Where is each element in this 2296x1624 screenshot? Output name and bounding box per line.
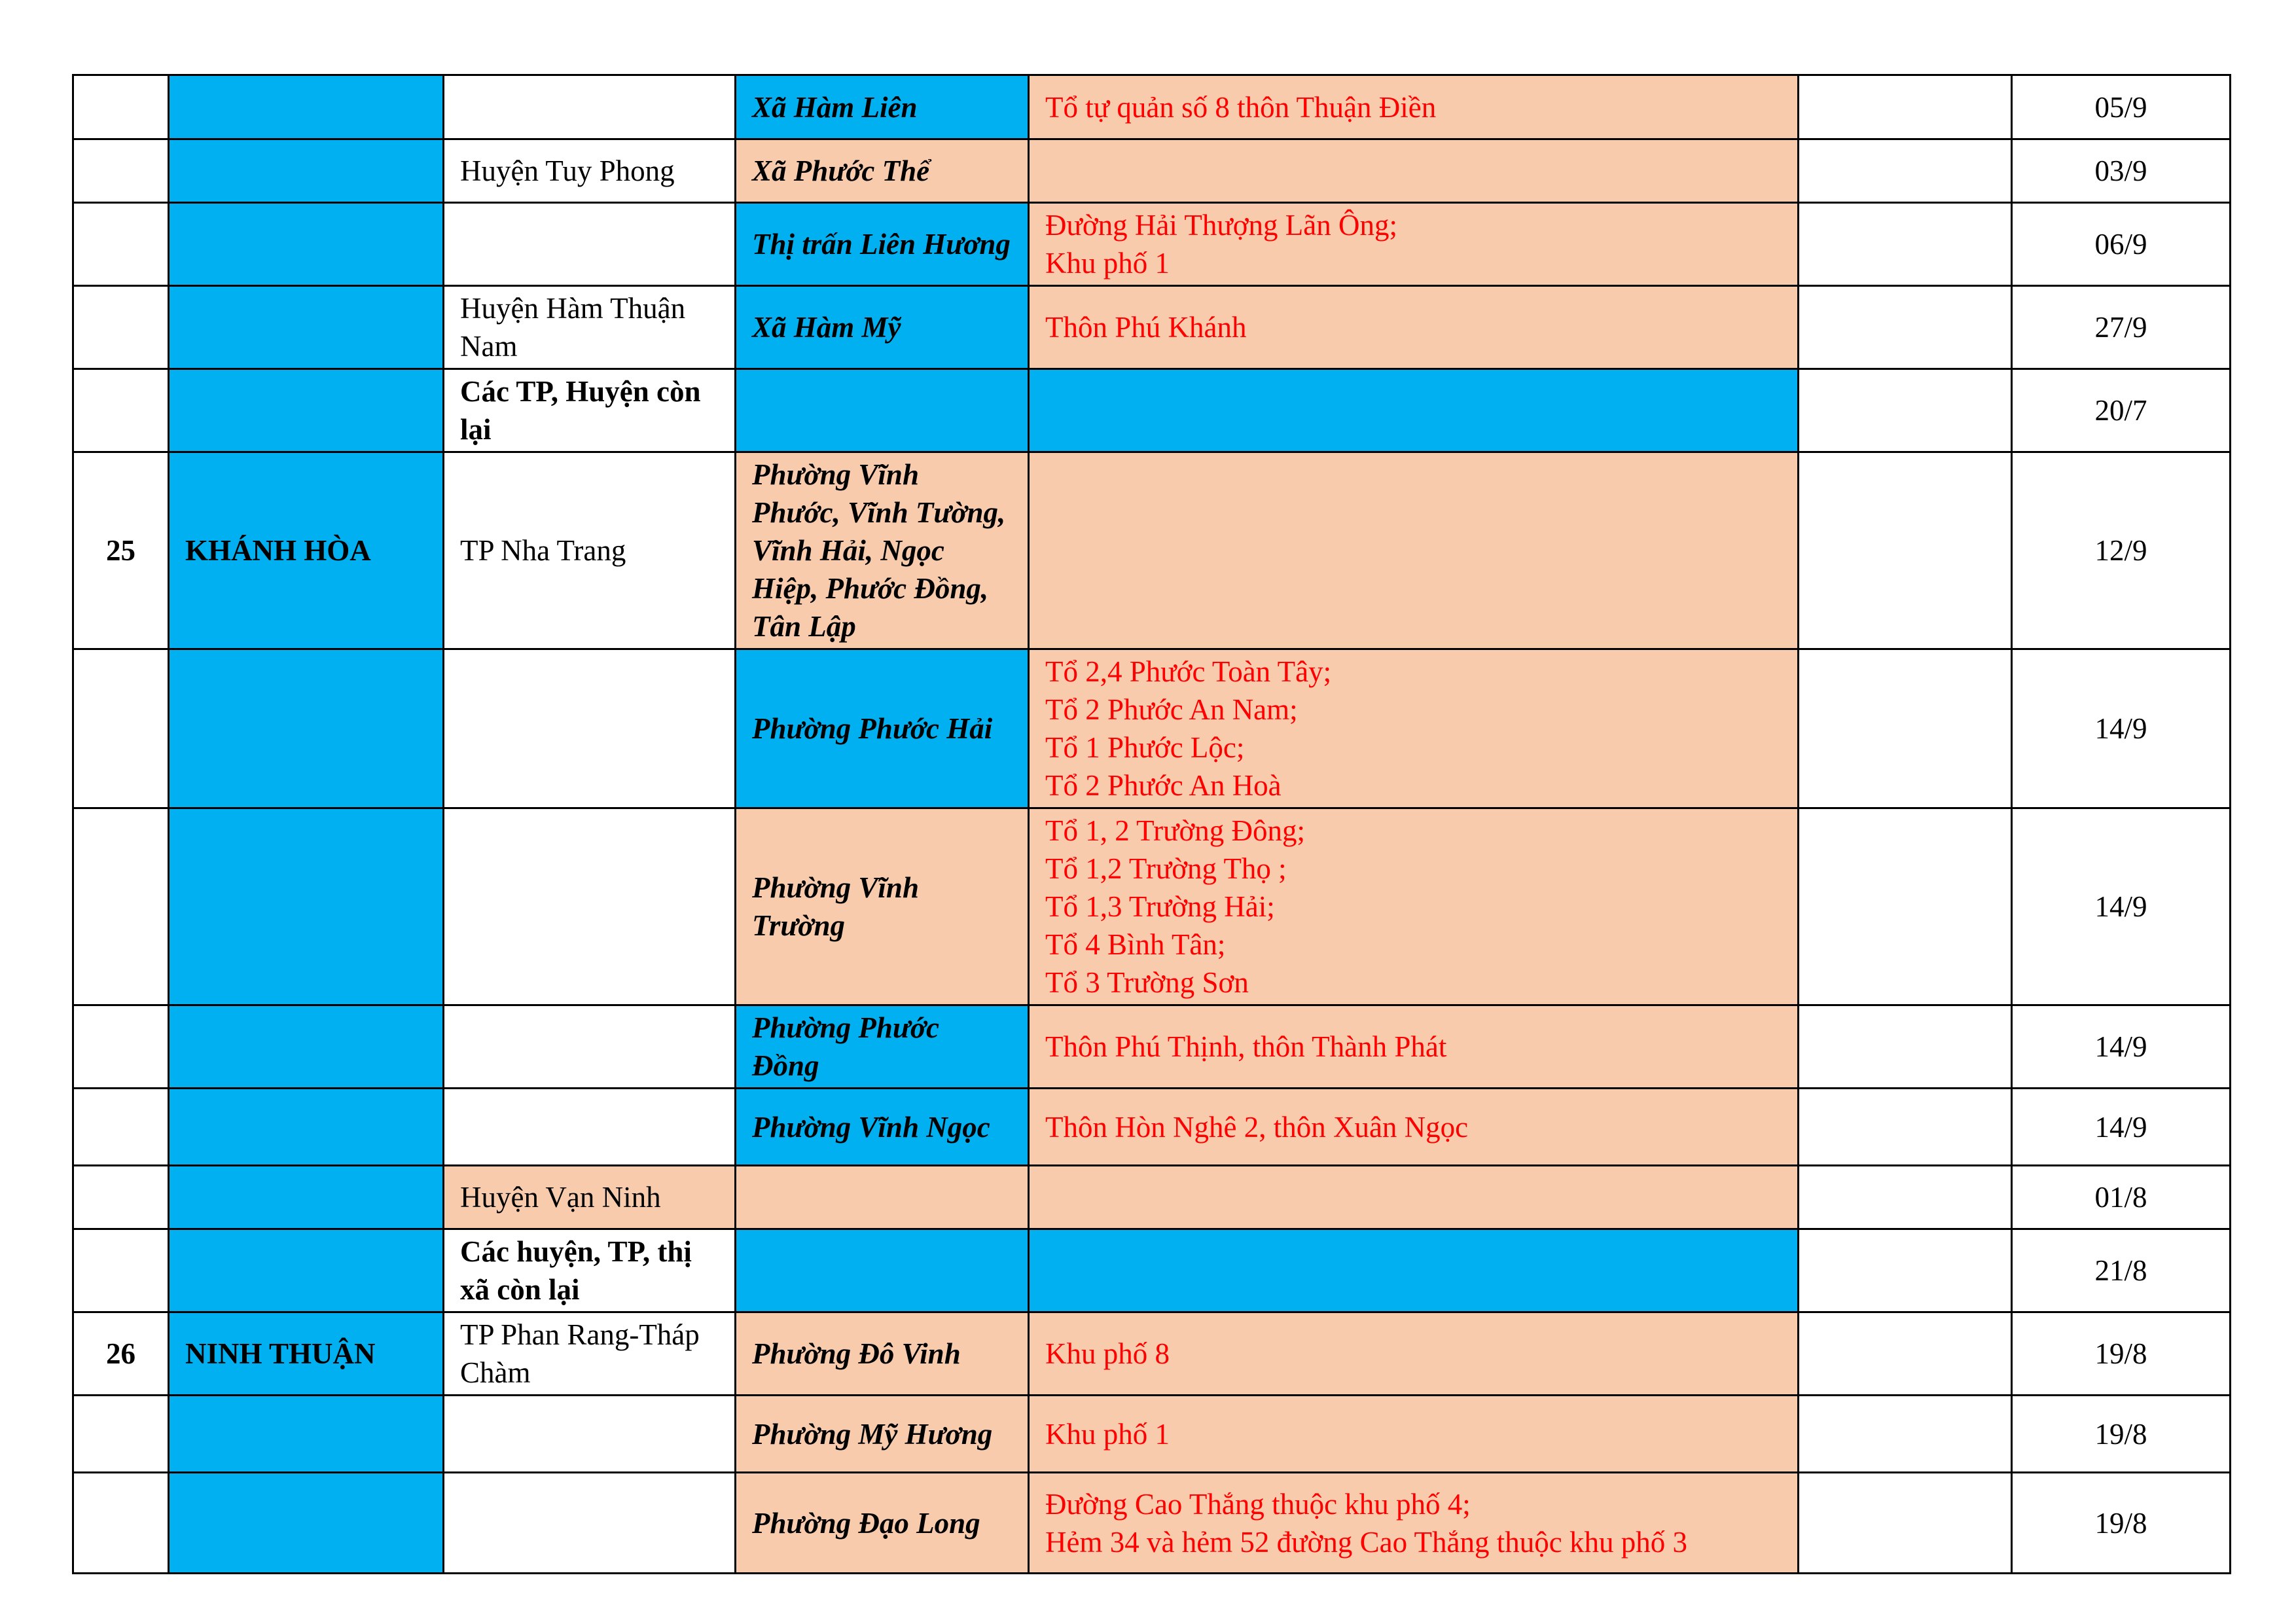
province-cell	[169, 139, 444, 203]
table-row	[73, 1396, 2231, 1473]
extra-cell	[1799, 1396, 2012, 1473]
location-line: Tổ 2 Phước An Hoà	[1045, 769, 1282, 802]
date-cell: 12/9	[2012, 452, 2231, 649]
province-cell	[169, 649, 444, 808]
extra-cell	[1799, 1005, 2012, 1089]
table-row	[73, 1229, 2231, 1312]
ward-cell: Phường Đô Vinh	[736, 1312, 1029, 1396]
location-line: Khu phố 1	[1045, 247, 1170, 280]
ward-cell	[736, 369, 1029, 452]
location-line: Tổ 2 Phước An Nam;	[1045, 693, 1298, 726]
ward-cell: Phường Phước Đồng	[736, 1005, 1029, 1089]
province-cell	[169, 808, 444, 1005]
table-row	[73, 139, 2231, 203]
province-cell	[169, 1473, 444, 1574]
location-line: Tổ 1 Phước Lộc;	[1045, 731, 1245, 764]
table-row	[73, 1312, 2231, 1396]
location-line: Tổ 4 Bình Tân;	[1045, 928, 1226, 961]
location-line: Đường Cao Thắng thuộc khu phố 4;	[1045, 1487, 1471, 1521]
table-row	[73, 1166, 2231, 1229]
ward-cell: Phường Phước Hải	[736, 649, 1029, 808]
extra-cell	[1799, 1089, 2012, 1166]
date-cell: 20/7	[2012, 369, 2231, 452]
locations-cell	[1029, 1166, 1799, 1229]
row-number-cell: 26	[73, 1312, 169, 1396]
extra-cell	[1799, 452, 2012, 649]
district-cell	[444, 1473, 736, 1574]
row-number-cell: 25	[73, 452, 169, 649]
locations-cell	[1029, 369, 1799, 452]
locations-cell	[1029, 1005, 1799, 1089]
extra-cell	[1799, 1229, 2012, 1312]
district-cell: TP Phan Rang-Tháp Chàm	[444, 1312, 736, 1396]
location-line: Tổ 1, 2 Trường Đông;	[1045, 814, 1306, 847]
row-number-cell	[73, 1396, 169, 1473]
table-row	[73, 369, 2231, 452]
district-cell: Huyện Tuy Phong	[444, 139, 736, 203]
ward-cell: Phường Vĩnh Trường	[736, 808, 1029, 1005]
table-row	[73, 1473, 2231, 1574]
row-number-cell	[73, 1089, 169, 1166]
ward-cell: Xã Hàm Liên	[736, 75, 1029, 139]
row-number-cell	[73, 203, 169, 286]
locations-cell	[1029, 1473, 1799, 1574]
date-cell: 01/8	[2012, 1166, 2231, 1229]
extra-cell	[1799, 1312, 2012, 1396]
extra-cell	[1799, 649, 2012, 808]
location-line: Tổ tự quản số 8 thôn Thuận Điền	[1045, 90, 1437, 124]
row-number-cell	[73, 649, 169, 808]
province-cell: NINH THUẬN	[169, 1312, 444, 1396]
row-number-cell	[73, 1229, 169, 1312]
locations-cell	[1029, 1312, 1799, 1396]
district-cell	[444, 203, 736, 286]
table-row	[73, 286, 2231, 369]
row-number-cell	[73, 369, 169, 452]
ward-cell: Xã Phước Thể	[736, 139, 1029, 203]
location-line: Tổ 1,3 Trường Hải;	[1045, 890, 1275, 923]
date-cell: 19/8	[2012, 1396, 2231, 1473]
location-line: Khu phố 8	[1045, 1337, 1170, 1370]
row-number-cell	[73, 139, 169, 203]
row-number-cell	[73, 286, 169, 369]
extra-cell	[1799, 75, 2012, 139]
province-cell	[169, 75, 444, 139]
ward-cell: Thị trấn Liên Hương	[736, 203, 1029, 286]
table-row	[73, 649, 2231, 808]
location-line: Tổ 1,2 Trường Thọ ;	[1045, 852, 1287, 885]
ward-cell: Phường Vĩnh Ngọc	[736, 1089, 1029, 1166]
extra-cell	[1799, 1166, 2012, 1229]
row-number-cell	[73, 808, 169, 1005]
row-number-cell	[73, 1005, 169, 1089]
extra-cell	[1799, 808, 2012, 1005]
location-line: Đường Hải Thượng Lãn Ông;	[1045, 209, 1397, 242]
location-line: Tổ 3 Trường Sơn	[1045, 966, 1249, 999]
date-cell: 03/9	[2012, 139, 2231, 203]
locations-cell	[1029, 649, 1799, 808]
ward-cell: Phường Đạo Long	[736, 1473, 1029, 1574]
table-row	[73, 1005, 2231, 1089]
extra-cell	[1799, 1473, 2012, 1574]
row-number-cell	[73, 75, 169, 139]
province-cell	[169, 203, 444, 286]
table-body	[73, 75, 2231, 1574]
date-cell: 14/9	[2012, 649, 2231, 808]
province-cell	[169, 286, 444, 369]
extra-cell	[1799, 203, 2012, 286]
extra-cell	[1799, 139, 2012, 203]
locations-cell	[1029, 75, 1799, 139]
locations-cell	[1029, 452, 1799, 649]
province-cell	[169, 1005, 444, 1089]
location-line: Hẻm 34 và hẻm 52 đường Cao Thắng thuộc khu phố 3	[1045, 1525, 1687, 1559]
date-cell: 19/8	[2012, 1312, 2231, 1396]
date-cell: 05/9	[2012, 75, 2231, 139]
location-line: Thôn Phú Khánh	[1045, 311, 1247, 344]
province-cell	[169, 1229, 444, 1312]
locations-cell	[1029, 139, 1799, 203]
table-row	[73, 75, 2231, 139]
extra-cell	[1799, 369, 2012, 452]
province-cell	[169, 1166, 444, 1229]
date-cell: 06/9	[2012, 203, 2231, 286]
date-cell: 19/8	[2012, 1473, 2231, 1574]
ward-cell: Xã Hàm Mỹ	[736, 286, 1029, 369]
location-line: Khu phố 1	[1045, 1417, 1170, 1451]
table-row	[73, 808, 2231, 1005]
province-cell	[169, 369, 444, 452]
district-cell: Các TP, Huyện còn lại	[444, 369, 736, 452]
province-cell	[169, 1089, 444, 1166]
ward-cell	[736, 1166, 1029, 1229]
district-cell: Các huyện, TP, thị xã còn lại	[444, 1229, 736, 1312]
locations-cell	[1029, 808, 1799, 1005]
location-line: Thôn Phú Thịnh, thôn Thành Phát	[1045, 1030, 1447, 1063]
locations-cell	[1029, 1089, 1799, 1166]
date-cell: 14/9	[2012, 1005, 2231, 1089]
ward-cell	[736, 1229, 1029, 1312]
locations-cell	[1029, 1396, 1799, 1473]
date-cell: 21/8	[2012, 1229, 2231, 1312]
locations-cell	[1029, 203, 1799, 286]
province-cell	[169, 1396, 444, 1473]
district-cell: Huyện Hàm Thuận Nam	[444, 286, 736, 369]
table-row	[73, 203, 2231, 286]
row-number-cell	[73, 1166, 169, 1229]
district-cell: Huyện Vạn Ninh	[444, 1166, 736, 1229]
district-cell	[444, 1396, 736, 1473]
location-line: Tổ 2,4 Phước Toàn Tây;	[1045, 655, 1332, 688]
ward-cell: Phường Vĩnh Phước, Vĩnh Tường, Vĩnh Hải, Ngọc Hiệp, Phước Đồng, Tân Lập	[736, 452, 1029, 649]
date-cell: 14/9	[2012, 808, 2231, 1005]
district-cell	[444, 1089, 736, 1166]
location-line: Thôn Hòn Nghê 2, thôn Xuân Ngọc	[1045, 1110, 1469, 1144]
locations-cell	[1029, 286, 1799, 369]
ward-cell: Phường Mỹ Hương	[736, 1396, 1029, 1473]
outbreak-area-table	[72, 74, 2231, 1574]
province-cell: KHÁNH HÒA	[169, 452, 444, 649]
district-cell	[444, 808, 736, 1005]
locations-cell	[1029, 1229, 1799, 1312]
date-cell: 27/9	[2012, 286, 2231, 369]
district-cell	[444, 75, 736, 139]
extra-cell	[1799, 286, 2012, 369]
district-cell	[444, 1005, 736, 1089]
district-cell: TP Nha Trang	[444, 452, 736, 649]
row-number-cell	[73, 1473, 169, 1574]
district-cell	[444, 649, 736, 808]
date-cell: 14/9	[2012, 1089, 2231, 1166]
table-row	[73, 452, 2231, 649]
table-row	[73, 1089, 2231, 1166]
